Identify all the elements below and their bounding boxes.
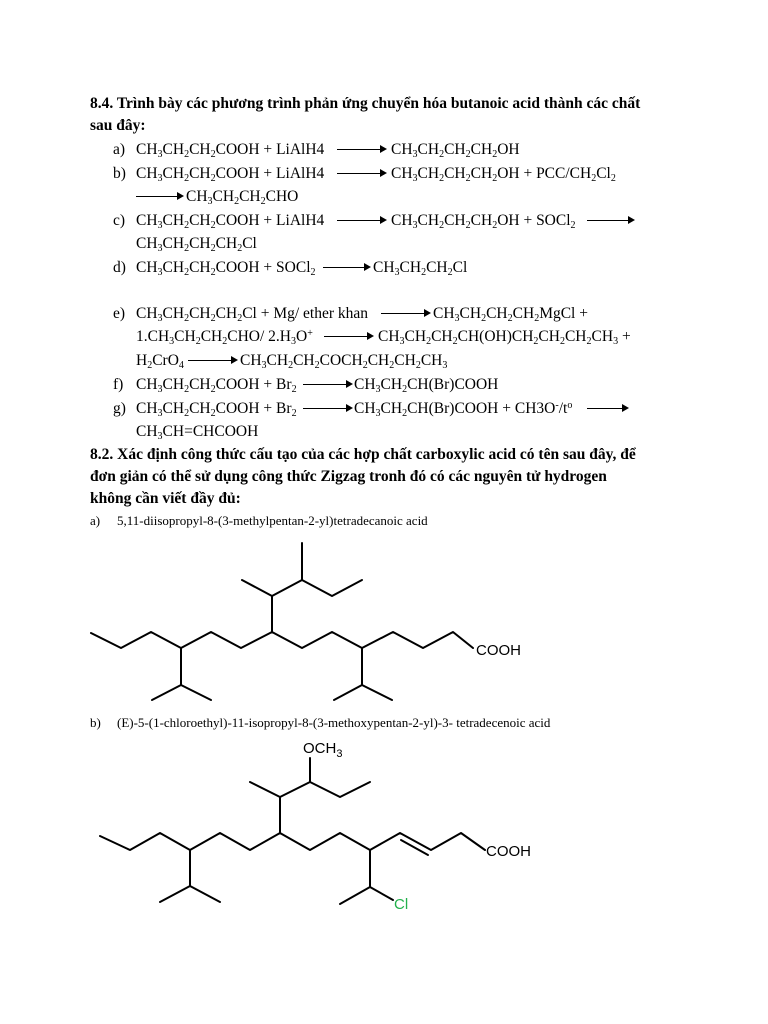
reaction-e: e) $CH_3CH_2CH_2CH_2Cl + Mg/$ ether khan $CH_3CH_2CH_2CH_2MgCl$ +	[113, 305, 588, 324]
reaction-arrow	[337, 216, 387, 226]
reaction-arrow	[381, 309, 431, 319]
section-8-4-heading-line1: 8.4. Trình bày các phương trình phản ứng chuyển hóa butanoic acid thành các chất	[90, 95, 641, 112]
item-label: a)	[113, 141, 126, 158]
section-8-2-heading-line1: 8.2. Xác định công thức cấu tạo của các hợp chất carboxylic acid có tên sau đây, để	[90, 446, 636, 463]
reaction-g: g) $CH_3CH_2CH_2COOH + Br_2$ $CH_3CH_2CH(Br)COOH + CH3O^-/t^o$	[113, 399, 126, 419]
reagent-lialh4: LiAlH4	[276, 141, 325, 158]
section-8-4-heading-line2: sau đây:	[90, 117, 146, 134]
reaction-d: d) $CH_3CH_2CH_2COOH$ + SOCl$_2$ $CH_3CH_2CH_2Cl$	[113, 259, 468, 278]
substituent-methylpentyl-c8	[242, 580, 272, 632]
substituent-methylpentyl-tail	[272, 580, 362, 596]
bond-cl	[370, 887, 393, 900]
section-8-2-heading-line2: đơn giản có thể sử dụng công thức Zigzag tronh đó có các nguyên tử hydrogen	[90, 468, 607, 485]
reaction-e-step3: $H_2CrO_4$ $CH_3CH_2CH_2COCH_2CH_2CH_2CH_3$	[136, 352, 448, 371]
reaction-c: c) $CH_3CH_2CH_2COOH$ + LiAlH4 $CH_3CH_2CH_2CH_2OH$ + SOCl$_2$	[113, 211, 125, 231]
chlorine-label: Cl	[394, 896, 409, 913]
reaction-arrow	[188, 356, 238, 366]
cooh-label-a: COOH	[476, 642, 521, 659]
substituent-chloroethyl	[340, 850, 370, 904]
reagent-mg-ether: Mg/ ether khan	[273, 305, 369, 322]
part-a-label: a)	[90, 513, 101, 528]
reaction-arrow	[303, 404, 353, 414]
main-chain-b	[100, 833, 485, 850]
reaction-a: a) $CH_3CH_2CH_2COOH$ + LiAlH4 $CH_3CH_2CH_2CH_2OH$	[113, 141, 520, 160]
reaction-b: b) $CH_3CH_2CH_2COOH$ + LiAlH4 $CH_3CH_2CH_2CH_2OH + PCC/CH_2Cl_2$	[113, 165, 616, 184]
part-a-iupac-name: 5,11-diisopropyl-8-(3-methylpentan-2-yl)tetradecanoic acid	[117, 513, 428, 528]
structure-a	[0, 530, 768, 710]
substituent-methoxypentyl-tail	[280, 782, 370, 797]
structure-b	[0, 730, 768, 920]
och3-label: $OCH_3$	[303, 740, 343, 760]
item-label: g)	[113, 400, 126, 417]
reaction-g-product: $CH_3CH=CHCOOH$	[136, 423, 259, 442]
document-page: 8.4. Trình bày các phương trình phản ứng chuyển hóa butanoic acid thành các chất sau đây: a) $CH_3CH_2CH_2COOH$ + LiAlH4 $CH_3CH_2CH_2CH_2OH$ b) $CH_3CH_2CH_2COOH$ + LiAlH4 $CH_3CH_2CH_2CH_2OH + PCC/CH_2Cl_2$ $CH_3CH_2CH_2CHO$ c) $CH_3CH_2CH_2COOH$ + LiAlH4 $CH_3CH_2CH_2CH_2OH$ + SOCl$_2$ $CH_3CH_2CH_2CH_2Cl$ d) $CH_3CH_2CH_2COOH$ + SOCl$_2$ $CH_3CH_2CH_2Cl$ e) $CH_3CH_2CH_2CH_2Cl + Mg/$ ether khan $CH_3CH_2CH_2CH_2MgCl$ + $1.CH_3CH_2CH_2CHO/$ $2.H_3O^+$ $CH_3CH_2CH_2CH(OH)CH_2CH_2CH_2CH_3$ + $H_2CrO_4$ $CH_3CH_2CH_2COCH_2CH_2CH_2CH_3$ f) $CH_3CH_2CH_2COOH + Br_2$ $CH_3CH_2CH(Br)COOH$ g) $CH_3CH_2CH_2COOH + Br_2$ $CH_3CH_2CH(Br)COOH + CH3O^-/t^o$ $CH_3CH=CHCOOH$ 8.2. Xác định công thức cấu tạo của các hợp chất carboxylic acid có tên sau đây, để đơn giản có thể sử dụng công thức Zigzag tronh đó có các nguyên tử hydrogen không cần viết đầy đủ: a) 5,11-diisopropyl-8-(3-methylpentan-2-yl)tetradecanoic acid COOH b) (E)-5-(1-chloroethyl)-11-isopropyl-8-(3-methoxypentan-2-yl)-3- tetradecenoic acid $OCH_3$ COOH Cl	[0, 0, 768, 1024]
substituent-methoxypentyl	[250, 782, 280, 833]
section-8-2-heading-line3: không cần viết đầy đủ:	[90, 490, 241, 507]
reaction-e-step2: $1.CH_3CH_2CH_2CHO/$ $2.H_3O^+$ $CH_3CH_2CH_2CH(OH)CH_2CH_2CH_2CH_3$ +	[136, 328, 631, 347]
reaction-arrow	[323, 263, 371, 273]
item-label: d)	[113, 259, 126, 276]
double-bond-line	[401, 840, 428, 855]
item-label: e)	[113, 305, 126, 322]
item-label: f)	[113, 376, 124, 393]
reaction-arrow	[324, 332, 374, 342]
substituent-isopropyl-c11	[334, 685, 392, 700]
cooh-label-b: COOH	[486, 843, 531, 860]
item-label: c)	[113, 212, 126, 229]
reaction-arrow	[337, 169, 387, 179]
reaction-arrow	[337, 145, 387, 155]
reaction-arrow	[587, 216, 635, 226]
reaction-arrow	[136, 192, 184, 202]
reagent-ch3o: CH3O	[514, 400, 556, 417]
reaction-c-product: $CH_3CH_2CH_2CH_2Cl$	[136, 235, 257, 254]
compound-a-name	[90, 511, 428, 531]
reaction-f: f) $CH_3CH_2CH_2COOH + Br_2$ $CH_3CH_2CH(Br)COOH$	[113, 376, 499, 395]
reaction-arrow	[587, 404, 629, 414]
substituent-isopropyl-c11-b	[160, 886, 220, 902]
main-chain-a	[91, 632, 473, 648]
item-label: b)	[113, 165, 126, 182]
reaction-arrow	[303, 380, 353, 390]
substituent-isopropyl-c5	[152, 685, 211, 700]
part-b-iupac-name: (E)-5-(1-chloroethyl)-11-isopropyl-8-(3-methoxypentan-2-yl)-3- tetradecenoic acid	[117, 715, 551, 730]
part-b-label: b)	[90, 715, 101, 730]
reagent-heat: /t	[558, 400, 568, 417]
